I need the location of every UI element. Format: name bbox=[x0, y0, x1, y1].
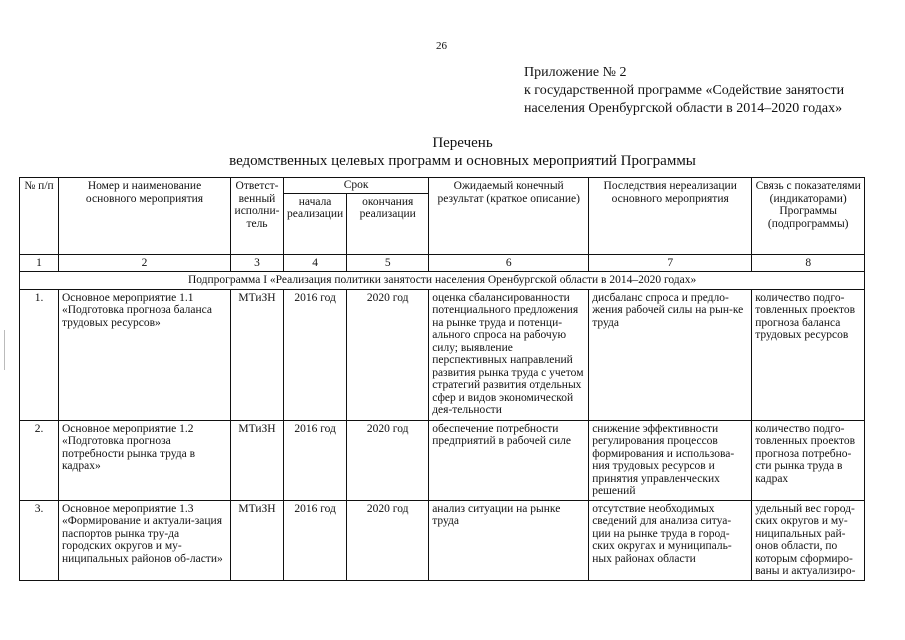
row-consequences: снижение эффективности регулирования процессов формирования и использова-ния трудовых ресурсов и принятия управленческих решений bbox=[589, 420, 752, 500]
row-end: 2020 год bbox=[347, 500, 429, 580]
header-row-1 bbox=[20, 178, 865, 194]
appendix-heading bbox=[524, 64, 844, 118]
table-row bbox=[20, 289, 865, 420]
column-number-row bbox=[20, 254, 865, 272]
row-end: 2020 год bbox=[347, 289, 429, 420]
row-start: 2016 год bbox=[284, 420, 347, 500]
row-start: 2016 год bbox=[284, 289, 347, 420]
row-responsible: МТиЗН bbox=[231, 420, 284, 500]
scan-artifact bbox=[4, 330, 5, 370]
column-number: 2 bbox=[59, 254, 231, 272]
column-number: 8 bbox=[752, 254, 865, 272]
subprogram-title: Подпрограмма I «Реализация политики занятости населения Оренбургской области в 2014–2020 годах» bbox=[20, 272, 865, 290]
header-end: окончания реализации bbox=[347, 193, 429, 254]
header-responsible: Ответст-венный исполни-тель bbox=[231, 178, 284, 255]
row-num: 1. bbox=[20, 289, 59, 420]
page-number: 26 bbox=[436, 40, 447, 52]
row-responsible: МТиЗН bbox=[231, 289, 284, 420]
table-row bbox=[20, 420, 865, 500]
row-name: Основное мероприятие 1.2 «Подготовка прогноза потребности рынка труда в кадрах» bbox=[59, 420, 231, 500]
row-end: 2020 год bbox=[347, 420, 429, 500]
row-consequences: дисбаланс спроса и предло-жения рабочей силы на рын-ке труда bbox=[589, 289, 752, 420]
appendix-line-2: к государственной программе «Содействие занятости bbox=[524, 83, 845, 98]
header-term: Срок bbox=[284, 178, 429, 194]
appendix-line-3: населения Оренбургской области в 2014–2020 годах» bbox=[524, 101, 843, 116]
column-number: 1 bbox=[20, 254, 59, 272]
column-number: 5 bbox=[347, 254, 429, 272]
row-name: Основное мероприятие 1.1 «Подготовка прогноза баланса трудовых ресурсов» bbox=[59, 289, 231, 420]
row-responsible: МТиЗН bbox=[231, 500, 284, 580]
row-result: анализ ситуации на рынке труда bbox=[429, 500, 589, 580]
row-link: количество подго-товленных проектов прогноза баланса трудовых ресурсов bbox=[752, 289, 865, 420]
row-link: удельный вес город-ских округов и му-ниципальных рай-онов области, по которым сформиро-ваны и актуализиро- bbox=[752, 500, 865, 580]
row-name: Основное мероприятие 1.3 «Формирование и актуали-зация паспортов рынка тру-да городских округов и му-ниципальных районов об-ласти» bbox=[59, 500, 231, 580]
row-result: оценка сбалансированности потенциального предложения на рынке труда и потенци-ального спроса на рабочую силу; выявление перспективных направлений развития рынка труда с учетом стратегий развития отдельных сфер и видов экономической дея-тельности bbox=[429, 289, 589, 420]
header-result: Ожидаемый конечный результат (краткое описание) bbox=[429, 178, 589, 255]
title-line-1: Перечень bbox=[432, 135, 493, 151]
header-name: Номер и наименование основного мероприятия bbox=[59, 178, 231, 255]
column-number: 4 bbox=[284, 254, 347, 272]
program-table bbox=[19, 177, 865, 581]
appendix-line-1: Приложение № 2 bbox=[524, 65, 627, 80]
row-num: 2. bbox=[20, 420, 59, 500]
header-start: начала реализации bbox=[284, 193, 347, 254]
row-result: обеспечение потребности предприятий в рабочей силе bbox=[429, 420, 589, 500]
document-title bbox=[0, 134, 905, 170]
header-num: № п/п bbox=[20, 178, 59, 255]
column-number: 3 bbox=[231, 254, 284, 272]
row-link: количество подго-товленных проектов прогноза потребно-сти рынка труда в кадрах bbox=[752, 420, 865, 500]
subprogram-row bbox=[20, 272, 865, 290]
table-row bbox=[20, 500, 865, 580]
header-consequences: Последствия нереализации основного мероприятия bbox=[589, 178, 752, 255]
column-number: 6 bbox=[429, 254, 589, 272]
column-number: 7 bbox=[589, 254, 752, 272]
title-line-2: ведомственных целевых программ и основных мероприятий Программы bbox=[229, 153, 696, 169]
header-link: Связь с показателями (индикаторами) Программы (подпрограммы) bbox=[752, 178, 865, 255]
row-consequences: отсутствие необходимых сведений для анализа ситуа-ции на рынке труда в город-ских округах и муниципаль-ных районах области bbox=[589, 500, 752, 580]
row-num: 3. bbox=[20, 500, 59, 580]
row-start: 2016 год bbox=[284, 500, 347, 580]
